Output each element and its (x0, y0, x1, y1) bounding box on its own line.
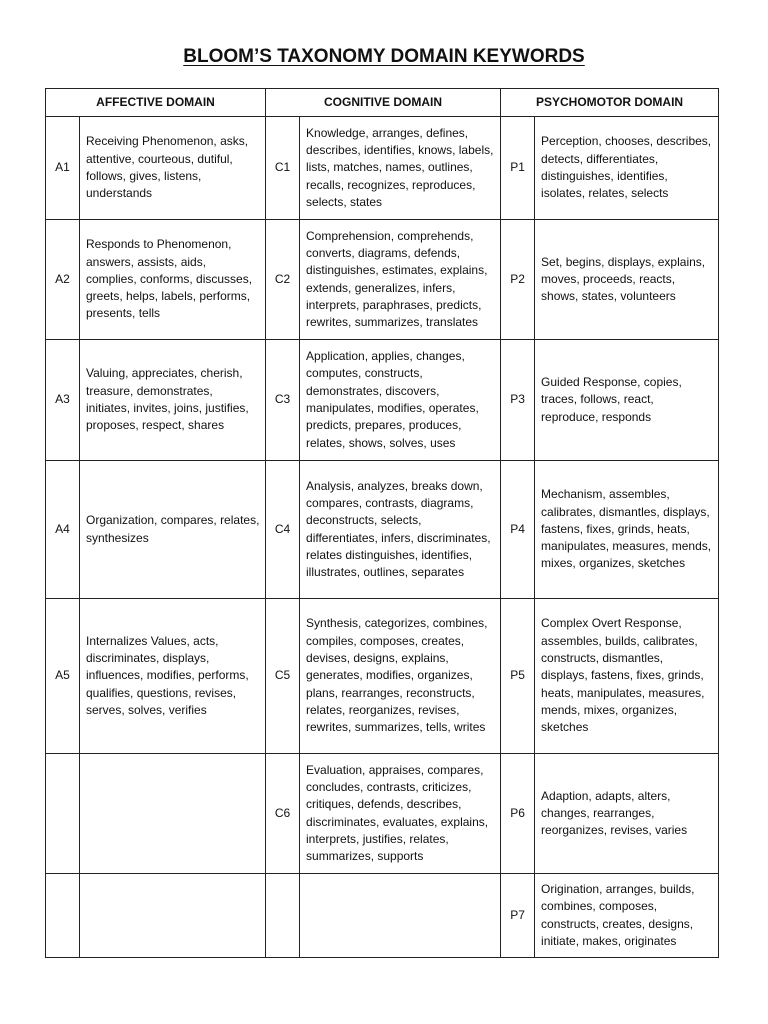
table-row (46, 117, 719, 220)
psychomotor-code: P3 (501, 340, 535, 461)
cognitive-code: C4 (266, 461, 300, 599)
cognitive-code: C2 (266, 220, 300, 340)
table-row (46, 754, 719, 874)
cognitive-keywords: Analysis, analyzes, breaks down, compares, contrasts, diagrams, deconstructs, selects, differentiates, infers, discriminates, relates distinguishes, identifies, illustrates, outlines, separates (300, 461, 501, 599)
cognitive-code: C6 (266, 754, 300, 874)
psychomotor-code: P7 (501, 874, 535, 958)
psychomotor-keywords: Mechanism, assembles, calibrates, dismantles, displays, fastens, fixes, grinds, heats, manipulates, measures, mends, mixes, organizes, sketches (535, 461, 719, 599)
table-row (46, 461, 719, 599)
psychomotor-keywords: Guided Response, copies, traces, follows, react, reproduce, responds (535, 340, 719, 461)
affective-code: A5 (46, 599, 80, 754)
psychomotor-domain-header: PSYCHOMOTOR DOMAIN (501, 89, 719, 117)
affective-code (46, 754, 80, 874)
cognitive-keywords: Application, applies, changes, computes, constructs, demonstrates, discovers, manipulates, modifies, operates, predicts, prepares, produces, relates, shows, solves, uses (300, 340, 501, 461)
table-row (46, 599, 719, 754)
psychomotor-keywords: Origination, arranges, builds, combines, composes, constructs, creates, designs, initiate, makes, originates (535, 874, 719, 958)
affective-code: A1 (46, 117, 80, 220)
affective-code (46, 874, 80, 958)
cognitive-keywords: Comprehension, comprehends, converts, diagrams, defends, distinguishes, estimates, explains, extends, generalizes, infers, interprets, paraphrases, predicts, rewrites, summarizes, translates (300, 220, 501, 340)
document-title (0, 46, 768, 68)
table-row (46, 874, 719, 958)
cognitive-domain-header: COGNITIVE DOMAIN (266, 89, 501, 117)
cognitive-code (266, 874, 300, 958)
affective-keywords: Organization, compares, relates, synthesizes (80, 461, 266, 599)
affective-keywords: Valuing, appreciates, cherish, treasure, demonstrates, initiates, invites, joins, justifies, proposes, respect, shares (80, 340, 266, 461)
affective-keywords (80, 874, 266, 958)
affective-keywords: Responds to Phenomenon, answers, assists, aids, complies, conforms, discusses, greets, helps, labels, performs, presents, tells (80, 220, 266, 340)
affective-code: A3 (46, 340, 80, 461)
psychomotor-keywords: Set, begins, displays, explains, moves, proceeds, reacts, shows, states, volunteers (535, 220, 719, 340)
title-text: BLOOM’S TAXONOMY DOMAIN KEYWORDS (183, 46, 585, 67)
cognitive-keywords: Synthesis, categorizes, combines, compiles, composes, creates, devises, designs, explains, generates, modifies, organizes, plans, rearranges, reconstructs, relates, reorganizes, revises, rewrites, summarizes, tells, writes (300, 599, 501, 754)
affective-keywords: Receiving Phenomenon, asks, attentive, courteous, dutiful, follows, gives, listens, understands (80, 117, 266, 220)
cognitive-keywords: Knowledge, arranges, defines, describes, identifies, knows, labels, lists, matches, names, outlines, recalls, recognizes, reproduces, selects, states (300, 117, 501, 220)
psychomotor-keywords: Complex Overt Response, assembles, builds, calibrates, constructs, dismantles, displays, fastens, fixes, grinds, heats, manipulates, measures, mends, mixes, organizes, sketches (535, 599, 719, 754)
psychomotor-code: P5 (501, 599, 535, 754)
table-row (46, 340, 719, 461)
cognitive-code: C1 (266, 117, 300, 220)
cognitive-code: C3 (266, 340, 300, 461)
affective-code: A4 (46, 461, 80, 599)
psychomotor-keywords: Perception, chooses, describes, detects, differentiates, distinguishes, identifies, isolates, relates, selects (535, 117, 719, 220)
table-row (46, 220, 719, 340)
domain-keywords-table (45, 88, 719, 958)
psychomotor-code: P4 (501, 461, 535, 599)
affective-code: A2 (46, 220, 80, 340)
psychomotor-code: P1 (501, 117, 535, 220)
psychomotor-code: P6 (501, 754, 535, 874)
affective-keywords (80, 754, 266, 874)
affective-domain-header: AFFECTIVE DOMAIN (46, 89, 266, 117)
psychomotor-code: P2 (501, 220, 535, 340)
affective-keywords: Internalizes Values, acts, discriminates, displays, influences, modifies, performs, qualifies, questions, revises, serves, solves, verifies (80, 599, 266, 754)
cognitive-code: C5 (266, 599, 300, 754)
cognitive-keywords (300, 874, 501, 958)
cognitive-keywords: Evaluation, appraises, compares, concludes, contrasts, criticizes, critiques, defends, describes, discriminates, evaluates, explains, interprets, justifies, relates, summarizes, supports (300, 754, 501, 874)
header-row (46, 89, 719, 117)
psychomotor-keywords: Adaption, adapts, alters, changes, rearranges, reorganizes, revises, varies (535, 754, 719, 874)
